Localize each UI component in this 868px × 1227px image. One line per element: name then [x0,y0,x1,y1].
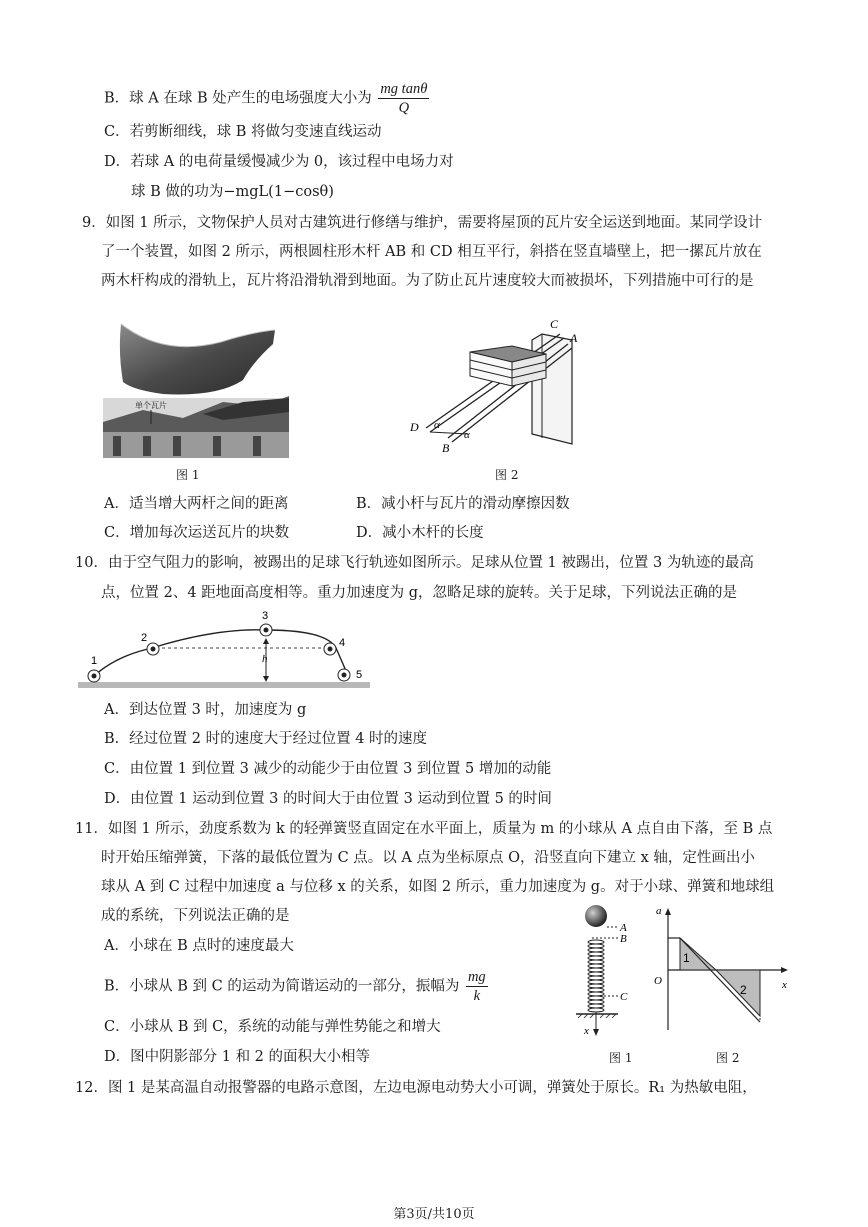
q11-option-b-denominator: k [473,988,481,1004]
q11-fig2-caption: 图 2 [716,1051,740,1065]
q9-stem-line1: 9．如图 1 所示，文物保护人员对古建筑进行修缮与维护，需要将屋顶的瓦片安全运送到地面。某同学设计 [82,215,763,231]
ground [78,682,370,688]
tile-image [120,324,275,394]
q9-option-c: C．增加每次运送瓦片的块数 [104,525,290,541]
q11-stem-line2: 时开始压缩弹簧，下落的最低位置为 C 点。以 A 点为坐标原点 O，沿竖直向下建立 x 轴，定性画出小 [101,850,755,866]
q10-option-c: C．由位置 1 到位置 3 减少的动能少于由位置 3 到位置 5 增加的动能 [104,761,552,777]
ball-3 [260,624,272,636]
shaded-region-2 [716,970,760,1016]
q10-stem-line2: 点，位置 2、4 距地面高度相等。重力加速度为 g，忽略足球的旋转。关于足球，下列说法正确的是 [101,585,738,601]
label-B: B [620,933,627,945]
q9-stem-line2: 了一个装置，如图 2 所示，两根圆柱形木杆 AB 和 CD 相互平行，斜搭在竖直墙壁上，把一摞瓦片放在 [101,244,762,260]
q8-option-d-line1: D．若球 A 的电荷量缓慢减少为 0，该过程中电场力对 [104,154,454,170]
height-label: h [262,653,268,665]
q9-figure2 [400,316,600,456]
ball-2 [147,643,159,655]
axis-label-x: x [782,979,787,991]
wall [532,334,572,444]
ball-5 [338,669,350,681]
q9-fig1-caption: 图 1 [176,468,200,482]
q9-fig2-label-c: C [550,317,559,331]
label-x: x [584,1025,589,1037]
q9-fig2-label-d: D [410,420,419,434]
trajectory-curve [94,630,348,676]
q11-option-b-text: B．小球从 B 到 C 的运动为简谐运动的一部分，振幅为 [104,978,460,995]
position-label-2: 2 [141,632,148,644]
q9-fig1-label: 单个瓦片 [135,401,167,410]
q9-stem-line3: 两木杆构成的滑轨上，瓦片将沿滑轨滑到地面。为了防止瓦片速度较大而被损坏，下列措施中可行的是 [101,273,754,289]
ball [585,905,607,927]
q11-stem-line3: 球从 A 到 C 过程中加速度 a 与位移 x 的关系，如图 2 所示，重力加速度为 g。对于小球、弹簧和地球组 [101,879,775,895]
ball-1 [88,670,100,682]
q9-fig2-label-alpha1: α [434,419,440,431]
q10-option-b: B．经过位置 2 时的速度大于经过位置 4 时的速度 [104,731,428,747]
position-label-3: 3 [262,610,269,622]
q11-figure1 [562,900,642,1040]
q8-option-d-line2: 球 B 做的功为−mgL(1−cosθ) [131,184,334,200]
q11-option-b-fraction [466,968,488,1005]
q8-option-b-denominator: Q [398,100,410,116]
position-label-4: 4 [339,637,346,649]
q9-option-d: D．减小木杆的长度 [356,525,484,541]
q9-fig2-caption: 图 2 [495,468,519,482]
region-label-1: 1 [683,951,690,965]
q8-option-b-fraction [378,80,429,117]
q11-option-c: C．小球从 B 到 C，系统的动能与弹性势能之和增大 [104,1019,441,1035]
q8-option-b-numerator: mg tanθ [380,81,428,97]
q11-option-d: D．图中阴影部分 1 和 2 的面积大小相等 [104,1049,371,1065]
origin-label: O [654,975,662,987]
q11-option-b-numerator: mg [467,969,486,985]
q12-stem-line1: 12．图 1 是某高温自动报警器的电路示意图，左边电源电动势大小可调，弹簧处于原长。R₁ 为热敏电阻， [75,1080,757,1096]
q8-option-b [104,80,431,117]
label-C: C [620,991,628,1003]
q8-option-c: C．若剪断细线，球 B 将做匀变速直线运动 [104,124,382,140]
q11-stem-line1: 11．如图 1 所示，劲度系数为 k 的轻弹簧竖直固定在水平面上，质量为 m 的小球从 A 点自由下落，至 B 点 [75,821,773,837]
q9-figure1 [103,302,293,460]
q9-fig2-label-b: B [442,441,450,455]
position-label-1: 1 [91,655,98,667]
region-label-2: 2 [740,983,747,997]
q11-option-a: A．小球在 B 点时的速度最大 [104,938,294,954]
q11-figure2 [652,900,792,1040]
q10-stem-line1: 10．由于空气阻力的影响，被踢出的足球飞行轨迹如图所示。足球从位置 1 被踢出，位置 3 为轨迹的最高 [75,555,754,571]
ball-4 [324,643,336,655]
q10-option-a: A．到达位置 3 时，加速度为 g [104,702,307,718]
spring [588,940,604,1012]
page-number: 第3页/共10页 [393,1207,475,1222]
q10-trajectory-figure [76,608,372,692]
q11-fig1-caption: 图 1 [609,1051,633,1065]
q9-fig2-label-alpha2: α [464,429,470,441]
q11-stem-line4: 成的系统，下列说法正确的是 [101,908,290,924]
q11-option-b [104,968,490,1005]
position-label-5: 5 [356,669,363,681]
q8-option-b-text: B．球 A 在球 B 处产生的电场强度大小为 [104,90,372,107]
label-A: A [620,922,627,934]
q10-option-d: D．由位置 1 运动到位置 3 的时间大于由位置 3 运动到位置 5 的时间 [104,791,552,807]
axis-label-a: a [656,905,662,917]
q9-option-a: A．适当增大两杆之间的距离 [104,496,289,512]
q9-fig2-label-a: A [570,331,578,345]
q9-option-b: B．减小杆与瓦片的滑动摩擦因数 [356,496,570,512]
